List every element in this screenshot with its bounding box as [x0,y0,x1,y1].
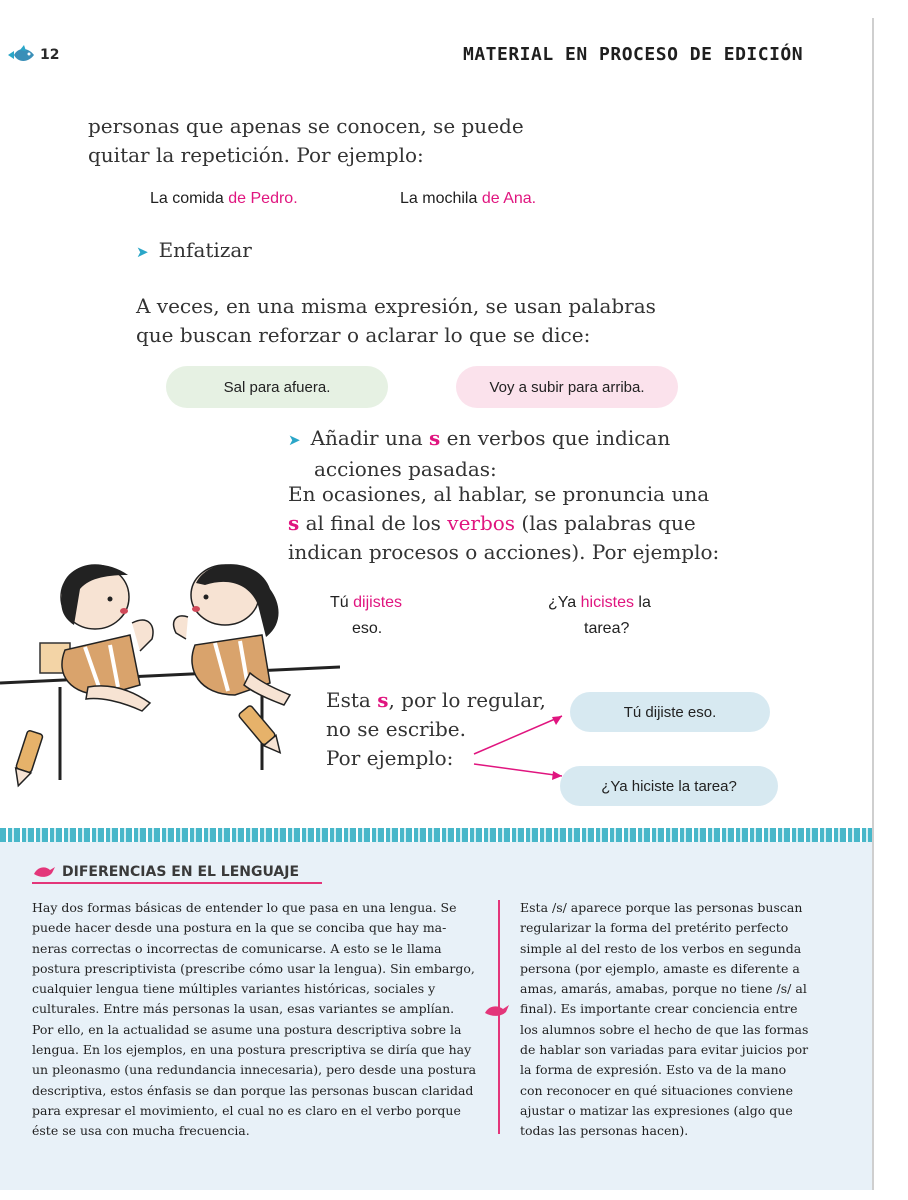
bullet-text: Añadir una [310,426,429,450]
title-underline [32,882,322,884]
right-line: de hablar son variadas para evitar juicios por [520,1042,809,1058]
speech-text-2: eso. [352,620,383,637]
anadir-line-3: indican procesos o acciones). Por ejemplo: [288,540,720,564]
letter-s: s [429,426,441,450]
verbos-highlight: verbos [447,511,516,535]
pill-word: para [245,378,284,396]
pill-word: Sal [223,378,246,396]
intro-paragraph [88,112,524,170]
enfatizar-line-1: A veces, en una misma expresión, se usan palabras [136,294,656,318]
anadir-text: (las palabras que [515,511,696,535]
bullet-arrow-icon: ➤ [288,431,301,449]
pill-subir-arriba [456,366,678,408]
left-line: culturales. Entre más personas la usan, esas variantes se amplían. [32,1001,455,1017]
page-header-title: MATERIAL EN PROCESO DE EDICIÓN [463,44,804,65]
example-text: La mochila [400,190,482,207]
right-line: todas las personas hacen). [520,1123,689,1139]
letter-s: s [288,511,300,535]
left-line: éste se usa con mucha frecuencia. [32,1123,250,1139]
page-edge [872,18,874,1190]
right-line: ajustar o matizar las expresiones (algo que [520,1102,793,1118]
right-line: final). Es importante crear conciencia entre [520,1001,798,1017]
enfatizar-line-2: que buscan reforzar o aclarar lo que se dice: [136,323,591,347]
speech-hicistes [548,590,651,642]
pill-word: arriba. [602,378,645,396]
pill-word: subir [531,378,564,396]
left-line: postura prescriptivista (prescribe cómo usar la lengua). Sin embargo, [32,960,475,976]
left-line: descriptiva, estos énfasis se dan porque las personas buscan claridad [32,1082,474,1098]
speech-text: ¿Ya [548,594,581,611]
fish-logo-icon [6,44,36,66]
right-line: simple al del resto de los verbos en segunda [520,940,802,956]
page-header-left [6,44,59,66]
left-line: cualquier lengua tiene múltiples variantes históricas, sociales y [32,981,436,997]
pill-word: afuera. [283,378,331,396]
example-comida [150,190,298,208]
pill-dijiste [570,692,770,732]
bullet-arrow-icon: ➤ [136,243,149,261]
bullet-label: Enfatizar [158,238,252,262]
info-right-column [520,898,820,1142]
enfatizar-paragraph [136,292,656,350]
left-line: Hay dos formas básicas de entender lo que pasa en una lengua. Se [32,900,457,915]
bullet-anadir [288,424,670,484]
right-line: la forma de expresión. Esto va de la mano [520,1062,787,1078]
example-mochila [400,190,536,208]
right-line: regularizar la forma del pretérito perfecto [520,920,789,936]
bullet-text: en verbos que indican [440,426,671,450]
right-line: Esta /s/ aparece porque las personas buscan [520,900,803,915]
example-highlight: de Ana. [481,190,537,207]
speech-text: Tú [330,594,354,611]
regular-text: , por lo regular, [388,688,546,712]
pill-sal-afuera [166,366,388,408]
left-line: un pleonasmo (una redundancia innecesaria), pero desde una postura [32,1062,477,1078]
regular-line-2: no se escribe. [326,717,466,741]
intro-line-1: personas que apenas se conocen, se puede [88,114,524,138]
left-line: neras correctas o incorrectas de comunicarse. A esto se le llama [32,940,442,956]
bullet-enfatizar [136,236,252,267]
speech-highlight: hicistes [580,594,634,611]
right-line: los alumnos sobre el hecho de que las formas [520,1021,809,1037]
speech-dijistes [330,590,402,642]
anadir-line-1: En ocasiones, al hablar, se pronuncia una [288,482,710,506]
bullet-line-2: acciones pasadas: [314,457,497,481]
pill-word: para [563,378,603,396]
info-box-header [32,864,299,880]
right-line: persona (por ejemplo, amaste es diferente a [520,960,800,976]
decorative-band [0,828,872,842]
students-illustration [0,555,340,790]
pill-word: Voy a [489,378,532,396]
pill-hiciste [560,766,778,806]
bird-icon [32,864,56,880]
right-line: con reconocer en qué situaciones conviene [520,1082,793,1098]
right-line: amas, amarás, amabas, porque no tiene /s/ al [520,981,807,997]
left-line: lengua. En los ejemplos, en una postura prescriptiva se diría que hay [32,1042,472,1058]
anadir-paragraph [288,480,719,567]
speech-highlight: dijistes [353,594,403,611]
example-highlight: de Pedro. [228,190,298,207]
left-line: para expresar el movimiento, el cual no es claro en el verbo porque [32,1102,461,1118]
intro-line-2: quitar la repetición. Por ejemplo: [88,143,424,167]
pill-text: ¿Ya hiciste la tarea? [601,777,737,795]
anadir-text: al final de los [299,511,448,535]
regular-text: Esta [326,688,378,712]
page-number: 12 [40,47,60,63]
left-line: Por ello, en la actualidad se asume una postura descriptiva sobre la [32,1021,462,1037]
info-box-title: DIFERENCIAS EN EL LENGUAJE [62,864,300,880]
regular-line-3: Por ejemplo: [326,746,454,770]
left-line: puede hacer desde una postura en la que se conciba que hay ma- [32,920,447,936]
speech-text-2: tarea? [584,620,630,637]
info-left-column [32,898,484,1142]
example-text: La comida [150,190,229,207]
pill-text: Tú dijiste eso. [623,703,717,721]
speech-text: la [633,594,651,611]
divider-bird-icon [483,1002,511,1020]
letter-s: s [377,688,389,712]
